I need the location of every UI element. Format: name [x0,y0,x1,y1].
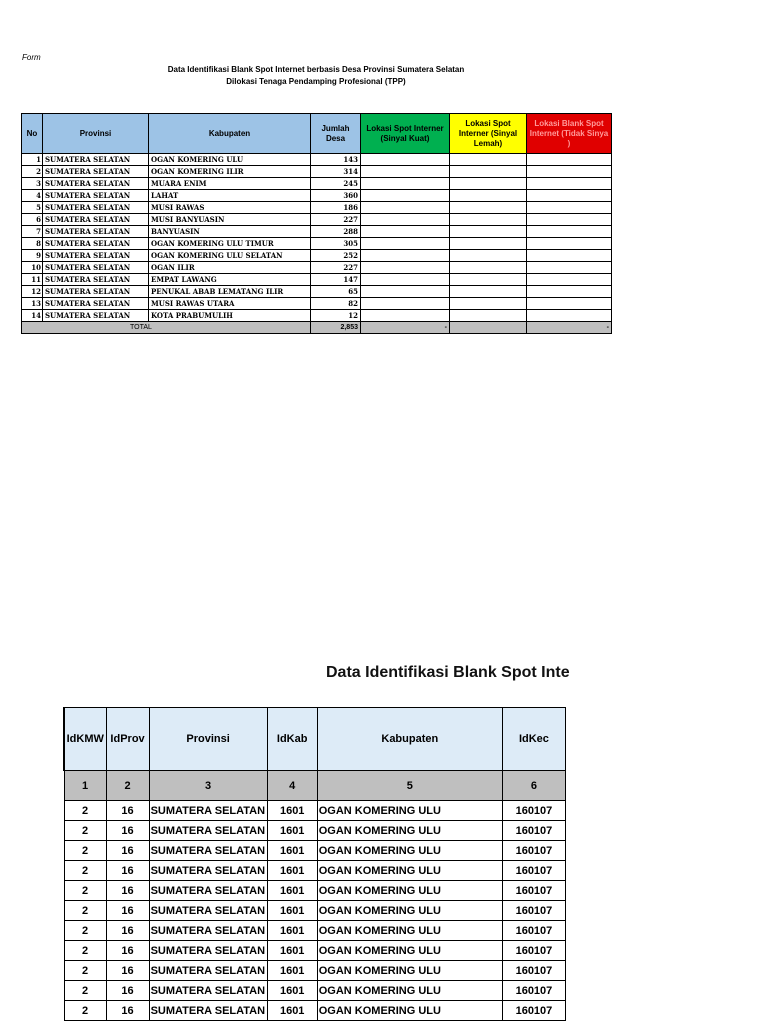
detail-cell: 1601 [267,801,317,821]
header-kabupaten: Kabupaten [149,114,311,154]
row-spot-kuat [361,214,450,226]
row-blank-spot [527,262,612,274]
row-no: 6 [22,214,43,226]
row-spot-kuat [361,274,450,286]
row-blank-spot [527,214,612,226]
detail-header-cell: IdKab [267,708,317,771]
detail-cell: 2 [64,981,106,1001]
detail-cell: OGAN KOMERING ULU [317,981,502,1001]
summary-row [22,298,612,310]
summary-row [22,166,612,178]
row-provinsi: SUMATERA SELATAN [43,178,149,190]
detail-cell: 160107 [502,881,565,901]
row-blank-spot [527,298,612,310]
summary-table [21,113,612,334]
detail-index-cell: 6 [502,771,565,801]
row-blank-spot [527,178,612,190]
detail-cell: 2 [64,1001,106,1021]
row-blank-spot [527,274,612,286]
document-subtitle: Dilokasi Tenaga Pendamping Profesional (TPP) [226,77,406,86]
row-jumlah-desa: 147 [311,274,361,286]
row-blank-spot [527,250,612,262]
detail-cell: 1601 [267,861,317,881]
row-kabupaten: OGAN KOMERING ULU [149,154,311,166]
detail-index-row [64,771,566,801]
summary-total-row [22,322,612,334]
row-jumlah-desa: 227 [311,262,361,274]
row-spot-lemah [450,214,527,226]
detail-cell: 160107 [502,961,565,981]
row-provinsi: SUMATERA SELATAN [43,238,149,250]
detail-index-cell: 3 [149,771,267,801]
row-provinsi: SUMATERA SELATAN [43,190,149,202]
detail-cell: 2 [64,881,106,901]
detail-cell: 16 [106,821,149,841]
row-blank-spot [527,154,612,166]
detail-cell: 16 [106,801,149,821]
detail-cell: 2 [64,941,106,961]
detail-row [64,941,566,961]
row-jumlah-desa: 245 [311,178,361,190]
detail-cell: SUMATERA SELATAN [149,841,267,861]
row-jumlah-desa: 143 [311,154,361,166]
row-no: 7 [22,226,43,238]
row-spot-lemah [450,166,527,178]
row-jumlah-desa: 12 [311,310,361,322]
row-no: 2 [22,166,43,178]
detail-cell: 2 [64,961,106,981]
row-provinsi: SUMATERA SELATAN [43,298,149,310]
detail-cell: 16 [106,881,149,901]
row-no: 14 [22,310,43,322]
row-spot-lemah [450,154,527,166]
row-provinsi: SUMATERA SELATAN [43,286,149,298]
row-blank-spot [527,202,612,214]
row-jumlah-desa: 314 [311,166,361,178]
row-kabupaten: MUSI RAWAS [149,202,311,214]
row-kabupaten: OGAN KOMERING ULU TIMUR [149,238,311,250]
detail-index-cell: 2 [106,771,149,801]
row-no: 9 [22,250,43,262]
detail-cell: 2 [64,901,106,921]
detail-cell: 1601 [267,1001,317,1021]
row-jumlah-desa: 252 [311,250,361,262]
row-spot-kuat [361,262,450,274]
detail-cell: SUMATERA SELATAN [149,881,267,901]
detail-cell: 2 [64,841,106,861]
detail-cell: 16 [106,861,149,881]
row-kabupaten: OGAN KOMERING ULU SELATAN [149,250,311,262]
detail-cell: SUMATERA SELATAN [149,861,267,881]
detail-header-cell: IdKec [502,708,565,771]
detail-cell: OGAN KOMERING ULU [317,941,502,961]
total-spot-lemah [450,322,527,334]
detail-cell: SUMATERA SELATAN [149,1001,267,1021]
detail-cell: 1601 [267,901,317,921]
row-no: 10 [22,262,43,274]
total-jumlah: 2,853 [311,322,361,334]
detail-cell: OGAN KOMERING ULU [317,841,502,861]
row-no: 12 [22,286,43,298]
row-provinsi: SUMATERA SELATAN [43,226,149,238]
row-spot-lemah [450,250,527,262]
row-kabupaten: MUSI BANYUASIN [149,214,311,226]
detail-row [64,1001,566,1021]
detail-cell: 160107 [502,821,565,841]
detail-cell: 2 [64,801,106,821]
detail-row [64,901,566,921]
detail-row [64,821,566,841]
row-spot-lemah [450,310,527,322]
detail-cell: 16 [106,1001,149,1021]
row-provinsi: SUMATERA SELATAN [43,250,149,262]
row-kabupaten: KOTA PRABUMULIH [149,310,311,322]
row-spot-lemah [450,262,527,274]
row-no: 1 [22,154,43,166]
detail-cell: 1601 [267,821,317,841]
summary-row [22,274,612,286]
row-no: 5 [22,202,43,214]
summary-row [22,262,612,274]
detail-cell: 160107 [502,1001,565,1021]
row-spot-kuat [361,202,450,214]
summary-row [22,310,612,322]
row-blank-spot [527,226,612,238]
detail-cell: 1601 [267,961,317,981]
detail-cell: SUMATERA SELATAN [149,921,267,941]
row-kabupaten: MUSI RAWAS UTARA [149,298,311,310]
detail-cell: 16 [106,941,149,961]
section-title: Data Identifikasi Blank Spot Inte [326,664,570,681]
detail-cell: SUMATERA SELATAN [149,901,267,921]
summary-row [22,178,612,190]
summary-row [22,154,612,166]
row-jumlah-desa: 360 [311,190,361,202]
detail-cell: 16 [106,841,149,861]
detail-cell: OGAN KOMERING ULU [317,901,502,921]
detail-cell: OGAN KOMERING ULU [317,1001,502,1021]
detail-cell: 16 [106,921,149,941]
detail-cell: OGAN KOMERING ULU [317,821,502,841]
row-spot-lemah [450,274,527,286]
detail-header-row [64,708,566,771]
row-spot-lemah [450,190,527,202]
summary-header-row [22,114,612,154]
detail-cell: 16 [106,981,149,1001]
detail-cell: 160107 [502,941,565,961]
detail-cell: 160107 [502,981,565,1001]
detail-cell: 1601 [267,921,317,941]
row-provinsi: SUMATERA SELATAN [43,154,149,166]
detail-row [64,861,566,881]
detail-cell: 1601 [267,881,317,901]
row-jumlah-desa: 227 [311,214,361,226]
detail-header-cell: Kabupaten [317,708,502,771]
row-spot-lemah [450,286,527,298]
detail-cell: 1601 [267,981,317,1001]
summary-row [22,214,612,226]
row-kabupaten: OGAN ILIR [149,262,311,274]
row-spot-kuat [361,310,450,322]
row-kabupaten: OGAN KOMERING ILIR [149,166,311,178]
detail-header-cell: IdProv [106,708,149,771]
detail-row [64,841,566,861]
detail-table [63,707,566,1021]
detail-cell: OGAN KOMERING ULU [317,801,502,821]
row-spot-kuat [361,190,450,202]
row-kabupaten: LAHAT [149,190,311,202]
detail-cell: SUMATERA SELATAN [149,941,267,961]
detail-cell: 160107 [502,921,565,941]
row-spot-kuat [361,286,450,298]
row-spot-lemah [450,238,527,250]
row-no: 3 [22,178,43,190]
header-spot-lemah: Lokasi Spot Interner (Sinyal Lemah) [450,114,527,154]
detail-cell: 160107 [502,861,565,881]
detail-cell: 16 [106,961,149,981]
row-jumlah-desa: 82 [311,298,361,310]
summary-row [22,226,612,238]
summary-row [22,286,612,298]
row-provinsi: SUMATERA SELATAN [43,262,149,274]
total-spot-kuat: - [361,322,450,334]
detail-cell: SUMATERA SELATAN [149,801,267,821]
detail-row [64,981,566,1001]
detail-cell: 1601 [267,941,317,961]
detail-cell: 2 [64,821,106,841]
form-label: Form [22,53,41,62]
row-spot-lemah [450,178,527,190]
row-spot-lemah [450,226,527,238]
summary-row [22,250,612,262]
row-kabupaten: BANYUASIN [149,226,311,238]
row-blank-spot [527,310,612,322]
row-blank-spot [527,286,612,298]
detail-cell: 160107 [502,901,565,921]
row-spot-kuat [361,178,450,190]
row-no: 4 [22,190,43,202]
summary-row [22,190,612,202]
detail-row [64,961,566,981]
detail-cell: 2 [64,861,106,881]
row-no: 13 [22,298,43,310]
row-provinsi: SUMATERA SELATAN [43,214,149,226]
header-jumlah-desa: Jumlah Desa [311,114,361,154]
detail-cell: 2 [64,921,106,941]
detail-header-cell: IdKMW [64,708,106,771]
detail-cell: SUMATERA SELATAN [149,961,267,981]
row-spot-kuat [361,238,450,250]
total-blank-spot: - [527,322,612,334]
row-spot-kuat [361,166,450,178]
detail-cell: OGAN KOMERING ULU [317,921,502,941]
row-spot-kuat [361,154,450,166]
row-provinsi: SUMATERA SELATAN [43,166,149,178]
row-jumlah-desa: 288 [311,226,361,238]
detail-header-cell: Provinsi [149,708,267,771]
header-no: No [22,114,43,154]
row-no: 8 [22,238,43,250]
detail-cell: 16 [106,901,149,921]
row-jumlah-desa: 186 [311,202,361,214]
row-jumlah-desa: 305 [311,238,361,250]
detail-index-cell: 4 [267,771,317,801]
detail-cell: OGAN KOMERING ULU [317,861,502,881]
detail-cell: OGAN KOMERING ULU [317,961,502,981]
row-spot-kuat [361,226,450,238]
row-kabupaten: PENUKAL ABAB LEMATANG ILIR [149,286,311,298]
summary-row [22,238,612,250]
row-blank-spot [527,190,612,202]
header-spot-kuat: Lokasi Spot Interner (Sinyal Kuat) [361,114,450,154]
row-blank-spot [527,166,612,178]
detail-cell: SUMATERA SELATAN [149,981,267,1001]
row-blank-spot [527,238,612,250]
detail-cell: 160107 [502,841,565,861]
header-blank-spot: Lokasi Blank Spot Internet (Tidak Sinya ) [527,114,612,154]
row-provinsi: SUMATERA SELATAN [43,310,149,322]
total-label: TOTAL [22,322,311,334]
detail-row [64,921,566,941]
row-spot-kuat [361,250,450,262]
detail-cell: 160107 [502,801,565,821]
detail-index-cell: 5 [317,771,502,801]
detail-cell: OGAN KOMERING ULU [317,881,502,901]
row-provinsi: SUMATERA SELATAN [43,274,149,286]
detail-cell: SUMATERA SELATAN [149,821,267,841]
row-spot-lemah [450,298,527,310]
row-kabupaten: MUARA ENIM [149,178,311,190]
row-no: 11 [22,274,43,286]
summary-row [22,202,612,214]
header-provinsi: Provinsi [43,114,149,154]
row-kabupaten: EMPAT LAWANG [149,274,311,286]
detail-row [64,881,566,901]
detail-cell: 1601 [267,841,317,861]
detail-index-cell: 1 [64,771,106,801]
row-spot-lemah [450,202,527,214]
row-jumlah-desa: 65 [311,286,361,298]
document-title: Data Identifikasi Blank Spot Internet berbasis Desa Provinsi Sumatera Selatan [167,65,465,74]
detail-row [64,801,566,821]
row-spot-kuat [361,298,450,310]
row-provinsi: SUMATERA SELATAN [43,202,149,214]
